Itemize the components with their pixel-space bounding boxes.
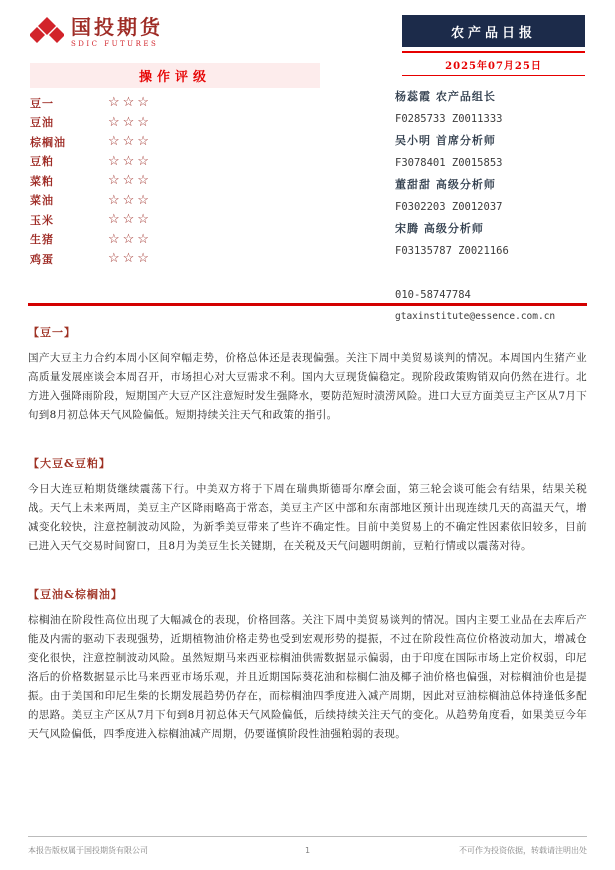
- section-body: 国产大豆主力合约本周小区间窄幅走势，价格总体还是表现偏强。关注下周中美贸易谈判的情况。本周国内生猪产业高质量发展座谈会本周召开，市场担心对大豆需求不利。国内大豆现货偏稳定。现阶段政策购销双向仍然在进行。北方进入强降雨阶段，短期国产大豆产区注意短时发生强降水，要防范短时渍涝风险。进口大豆方面美豆主产区从7月下旬到8月初总体天气风险偏低。短期持续关注天气和政策的指引。: [28, 352, 587, 421]
- rating-row: [30, 230, 320, 250]
- rating-row: [30, 191, 320, 211]
- section-body: 棕榈油在阶段性高位出现了大幅减仓的表现，价格回落。关注下周中美贸易谈判的情况。国内主要工业品在去库后产能及内需的驱动下表现强势，近期植物油价格走势也受到宏观形势的提振，不过在阶段性高位价格波动加大，增减仓变化很快，注意控制波动风险。虽然短期马来西亚棕榈油供需数据显示偏弱，由于印度在国际市场上定价权弱，印尼洛后的价格数据显示比马来西亚市场乐观，并且近期国际葵花油和棕榈仁油及椰子油价格也偏强，对棕榈油价也是提振。由于美国和印尼生柴的长期发展趋势仍存在，而棕榈油四季度进入减产周期，因此对豆油棕榈油总体持逢低多配的思路。美豆主产区从7月下旬到8月初总体天气风险偏低，后续持续关注天气的变化。从趋势角度看，如果美豆今年天气风险偏低，四季度进入棕榈油减产周期，仍要谨慎阶段性油强粕弱的表现。: [28, 614, 587, 740]
- masthead: [402, 15, 585, 76]
- page-number: 1: [304, 846, 311, 855]
- commodity-name: 生猪: [30, 233, 54, 247]
- page-footer: [28, 836, 587, 856]
- section-dadou-doupo: [28, 455, 587, 556]
- report-date: 2025年07月25日: [402, 51, 585, 76]
- analyst-panel: [395, 86, 595, 328]
- section-title: 【豆一】: [28, 326, 76, 339]
- commodity-name: 豆粕: [30, 155, 54, 169]
- analyst-name: 宋腾 高级分析师: [395, 222, 484, 235]
- analyst-name: 董甜甜 高级分析师: [395, 178, 496, 191]
- analyst-name: 杨蕊霞 农产品组长: [395, 90, 496, 103]
- rating-row: [30, 249, 320, 269]
- star-rating-icon: ☆☆☆: [108, 114, 152, 130]
- brand-name: 国投期货: [71, 15, 163, 39]
- contact-phone: 010-58747784: [395, 289, 471, 301]
- rating-row: [30, 93, 320, 113]
- star-rating-icon: ☆☆☆: [108, 153, 152, 169]
- brand-subtitle: SDIC FUTURES: [71, 40, 159, 48]
- star-rating-icon: ☆☆☆: [108, 134, 152, 150]
- commodity-name: 鸡蛋: [30, 252, 54, 266]
- footer-copyright: 本报告版权属于国投期货有限公司: [28, 846, 148, 855]
- commodity-name: 玉米: [30, 213, 54, 227]
- rating-row: [30, 210, 320, 230]
- footer-disclaimer: 不可作为投资依据，转载请注明出处: [459, 846, 587, 855]
- section-title: 【大豆&豆粕】: [28, 457, 111, 470]
- rating-row: [30, 132, 320, 152]
- star-rating-icon: ☆☆☆: [108, 212, 152, 228]
- section-douyi: [28, 324, 587, 425]
- commodity-name: 豆一: [30, 96, 54, 110]
- analyst-codes: F0302203 Z0012037: [395, 201, 503, 213]
- ratings-header: 操作评级: [30, 63, 320, 88]
- analyst-codes: F03135787 Z0021166: [395, 245, 509, 257]
- analyst-codes: F0285733 Z0011333: [395, 113, 503, 125]
- analyst-name: 吴小明 首席分析师: [395, 134, 496, 147]
- section-douyou-zonglvyou: [28, 586, 587, 744]
- star-rating-icon: ☆☆☆: [108, 95, 152, 111]
- rating-row: [30, 152, 320, 172]
- red-divider: [28, 303, 587, 306]
- star-rating-icon: ☆☆☆: [108, 251, 152, 267]
- star-rating-icon: ☆☆☆: [108, 231, 152, 247]
- star-rating-icon: ☆☆☆: [108, 173, 152, 189]
- ratings-list: [30, 93, 320, 269]
- commodity-name: 豆油: [30, 116, 54, 130]
- contact-email: gtaxinstitute@essence.com.cn: [395, 311, 556, 322]
- section-title: 【豆油&棕榈油】: [28, 588, 123, 601]
- section-body: 今日大连豆粕期货继续震荡下行。中美双方将于下周在瑞典斯德哥尔摩会面，第三轮会谈可能会有结果，结果关税战。天气上未来两周，美豆主产区降雨略高于常态，美豆主产区中部和东南部地区预计出现连续几天的高温天气，增减变化较快，注意控制波动风险，为新季美豆带来了些许不确定性。目前中美贸易上的不确定性因素依旧较多，目前已进入天气交易时间窗口，且8月为美豆生长关键期，在关税及天气问题明朗前，豆粕行情或以震荡对待。: [28, 483, 587, 552]
- brand-text-block: [71, 16, 163, 48]
- report-title: 农产品日报: [402, 15, 585, 47]
- analyst-codes: F3078401 Z0015853: [395, 157, 503, 169]
- star-rating-icon: ☆☆☆: [108, 192, 152, 208]
- commodity-name: 菜粕: [30, 174, 54, 188]
- report-body: [28, 324, 587, 774]
- commodity-name: 菜油: [30, 194, 54, 208]
- sdic-logo-icon: [30, 16, 64, 46]
- rating-row: [30, 113, 320, 133]
- commodity-name: 棕榈油: [30, 135, 66, 149]
- rating-row: [30, 171, 320, 191]
- brand-logo: [30, 16, 163, 48]
